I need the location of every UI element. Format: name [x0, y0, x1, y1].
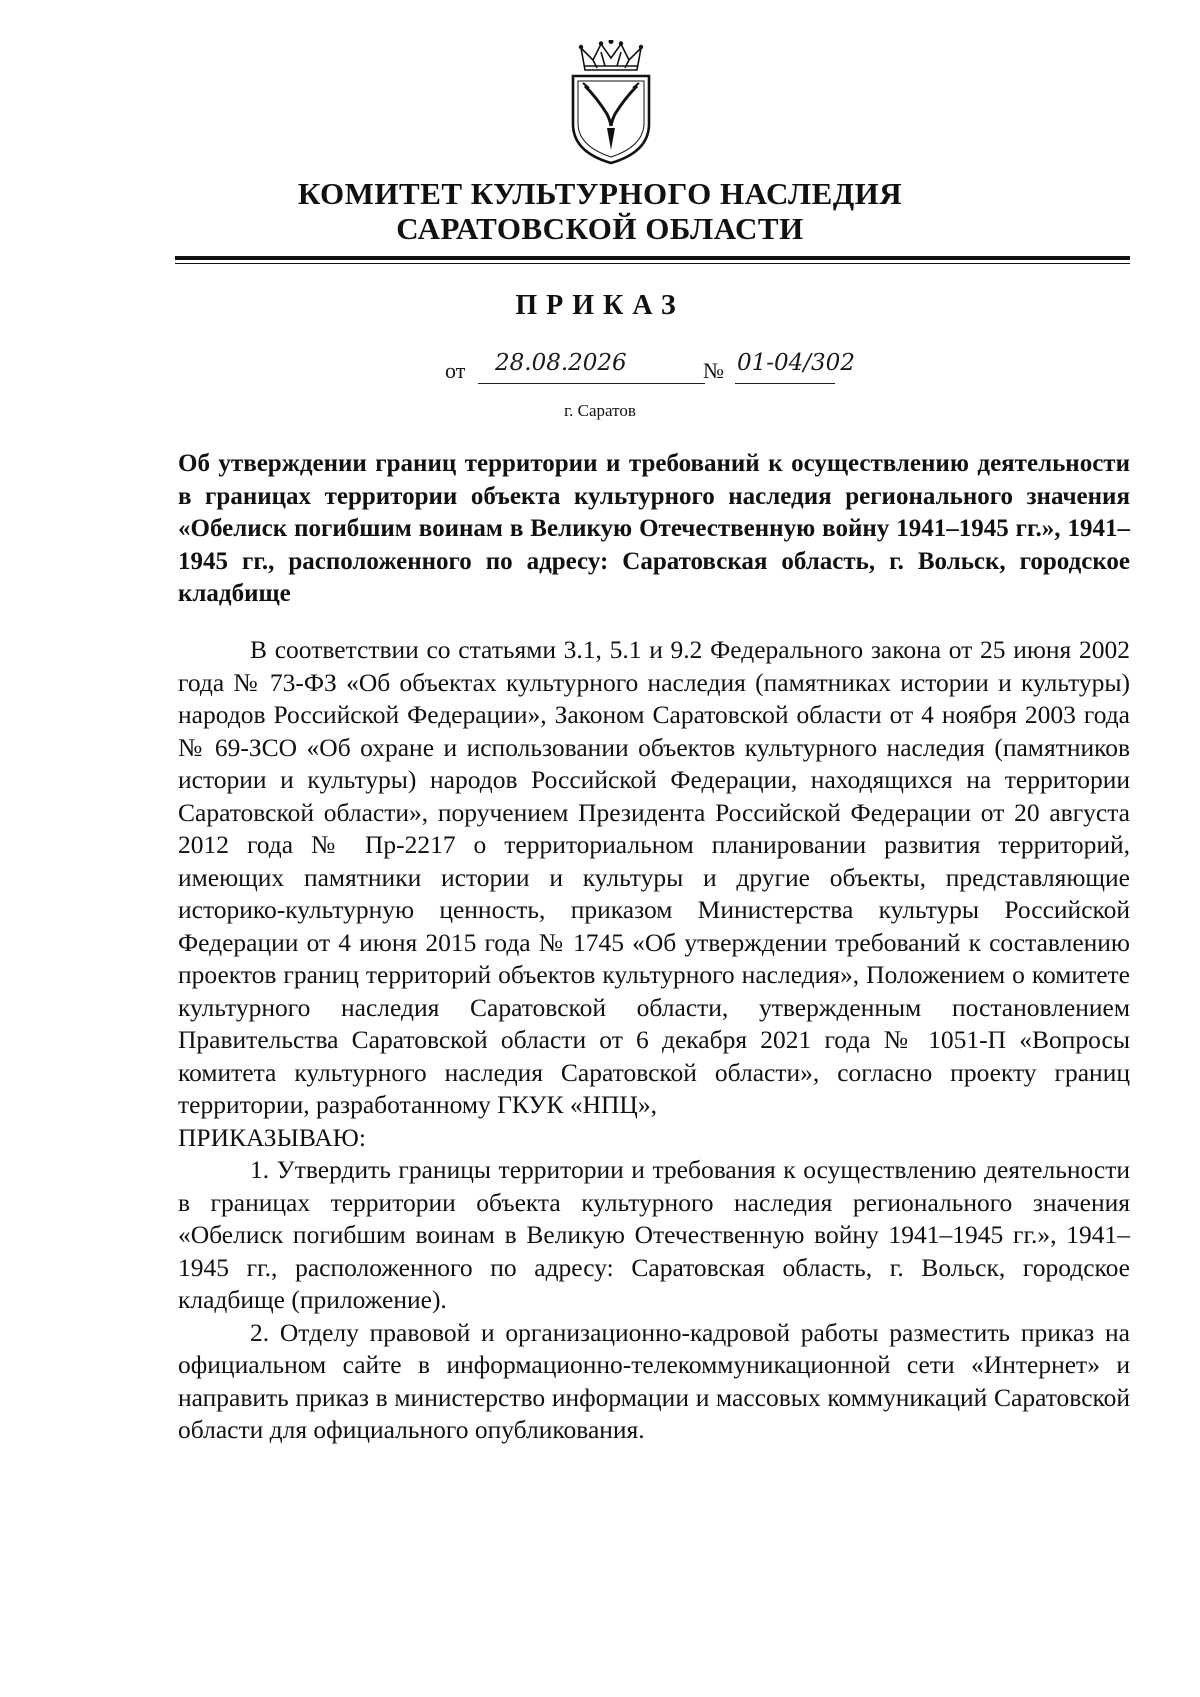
date-label: от	[445, 358, 466, 383]
organization-name-line2: САРАТОВСКОЙ ОБЛАСТИ	[396, 211, 804, 246]
date-handwritten: 28.08.2026	[495, 350, 627, 376]
header-rule-thin	[175, 263, 1130, 264]
saratov-region-coat-of-arms-icon	[563, 40, 659, 166]
order-body	[178, 634, 1130, 1447]
preamble-paragraph: В соответствии со статьями 3.1, 5.1 и 9.2 Федерального закона от 25 июня 2002 года № 73-ФЗ «Об объектах культурного наследия (памятниках истории и культуры) народов Российской Федерации», Законом Саратовской области от 4 ноября 2003 года № 69-ЗСО «Об охране и использовании объектов культурного наследия (памятников истории и культуры) народов Российской Федерации, находящихся на территории Саратовской области», поручением Президента Российской Федерации от 20 августа 2012 года № Пр-2217 о территориальном планировании развития территорий, имеющих памятники истории и культуры и другие объекты, представляющие историко-культурную ценность, приказом Министерства культуры Российской Федерации от 4 июня 2015 года № 1745 «Об утверждении требований к составлению проектов границ территорий объектов культурного наследия», Положением о комитете культурного наследия Саратовской области, утвержденным постановлением Правительства Саратовской области от 6 декабря 2021 года № 1051-П «Вопросы комитета культурного наследия Саратовской области», согласно проекту границ территории, разработанному ГКУК «НПЦ»,	[178, 635, 1130, 1119]
header-rule-thick	[175, 256, 1130, 260]
issue-city: г. Саратов	[564, 401, 636, 420]
order-item-2: 2. Отделу правовой и организационно-кадровой работы разместить приказ на официальном сайте в информационно-телекоммуникационной сети «Интернет» и направить приказ в министерство информации и массовых коммуникаций Саратовской области для официального опубликования.	[178, 1317, 1130, 1444]
number-underline	[735, 383, 835, 384]
order-item-1: 1. Утвердить границы территории и требования к осуществлению деятельности в границах территории объекта культурного наследия регионального значения «Обелиск погибшим воинам в Великую Отечественную войну 1941–1945 гг.», 1941–1945 гг., расположенного по адресу: Саратовская область, г. Вольск, городское кладбище (приложение).	[178, 1155, 1130, 1314]
number-label: №	[703, 358, 724, 383]
decree-word: ПРИКАЗЫВАЮ:	[178, 1122, 366, 1152]
organization-name-line1: КОМИТЕТ КУЛЬТУРНОГО НАСЛЕДИЯ	[297, 176, 903, 211]
order-subject-heading: Об утверждении границ территории и требований к осуществлению деятельности в границах территории объекта культурного наследия регионального значения «Обелиск погибшим воинам в Великую Отечественную войну 1941–1945 гг.», 1941–1945 гг., расположенного по адресу: Саратовская область, г. Вольск, городское кладбище	[178, 450, 1130, 607]
number-handwritten: 01-04/302	[737, 350, 855, 376]
date-underline	[478, 383, 705, 384]
document-type-title: ПРИКАЗ	[515, 290, 685, 321]
